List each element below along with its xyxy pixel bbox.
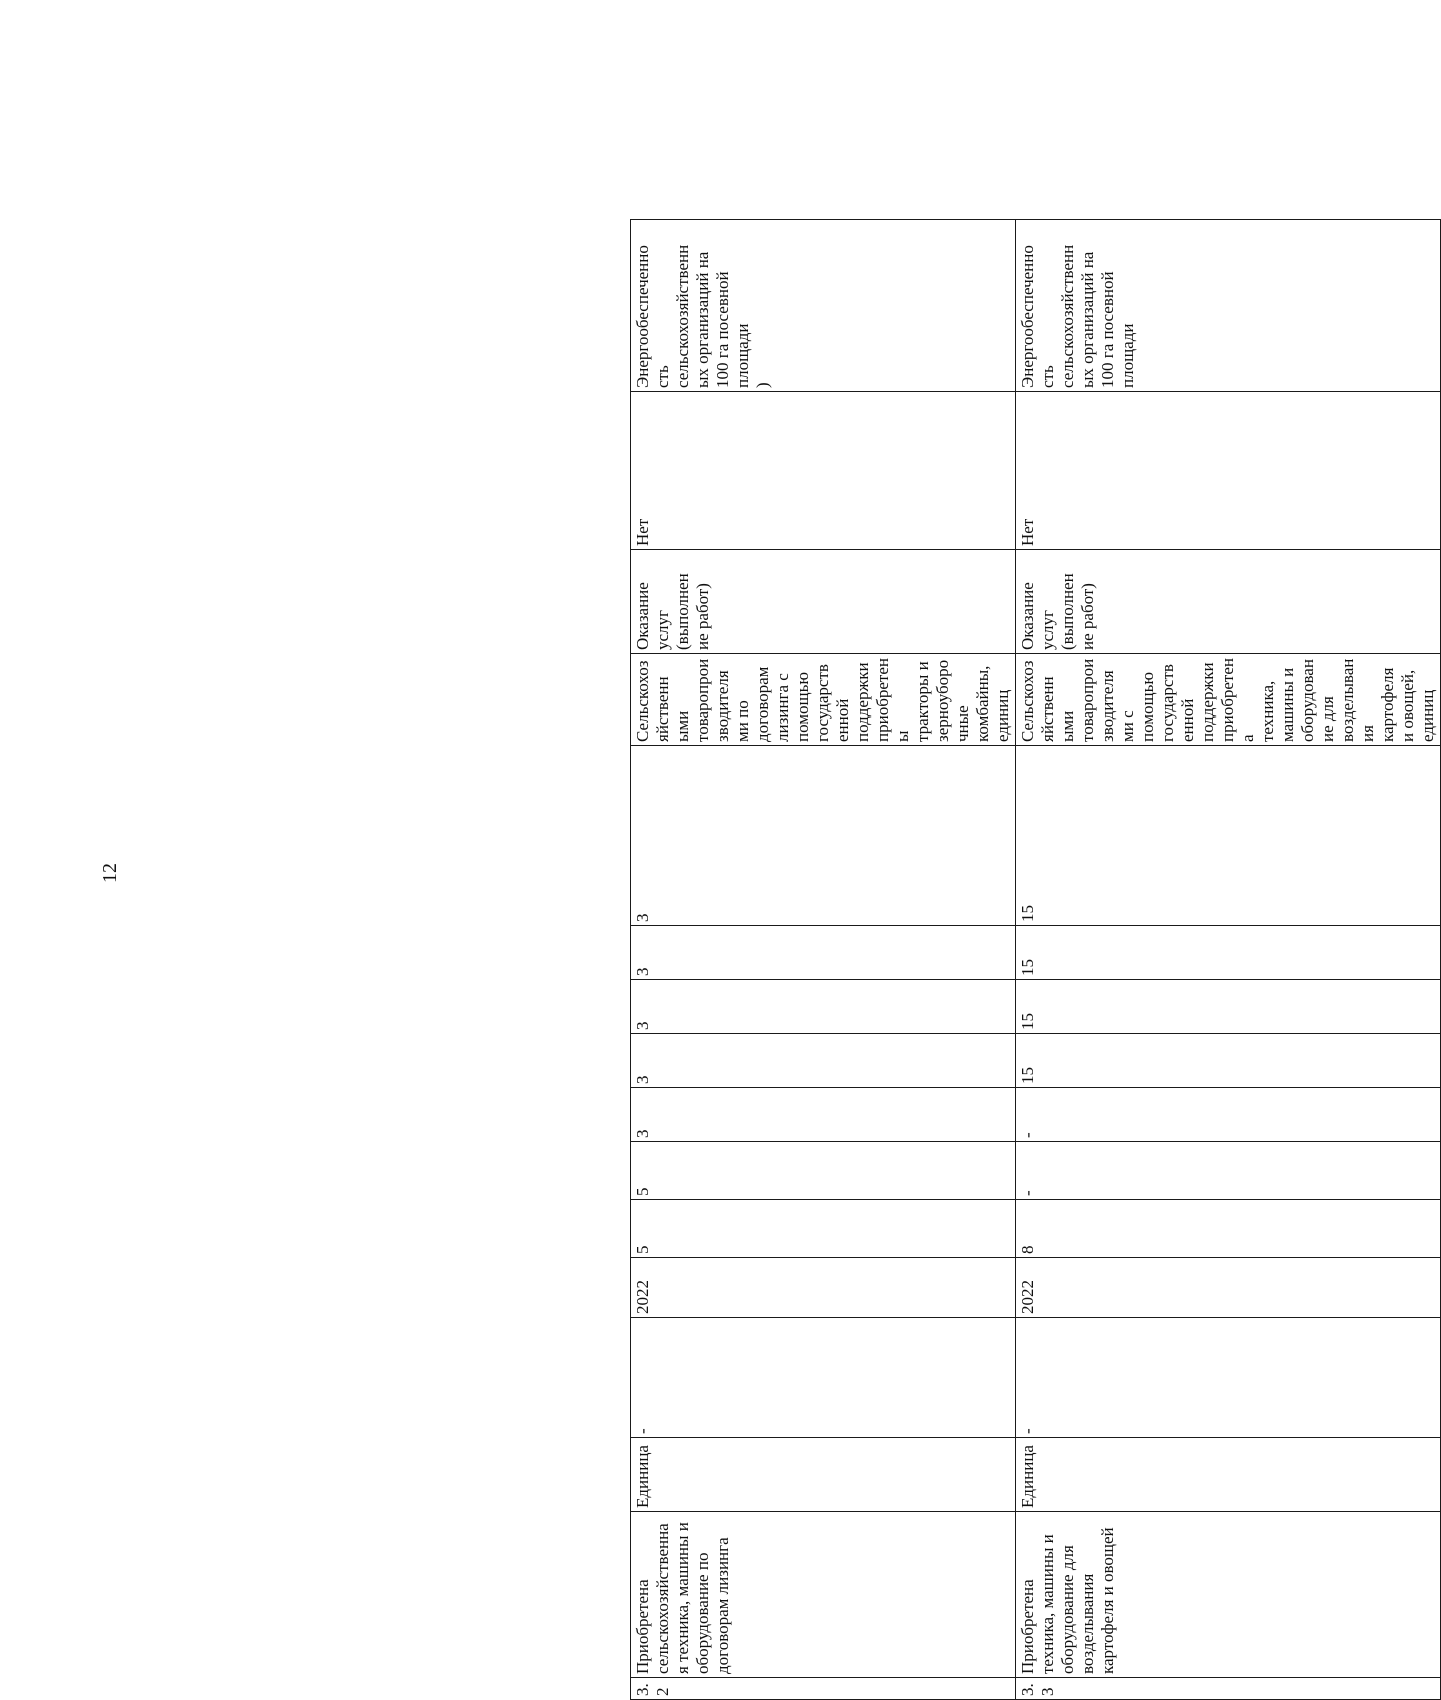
row-link: Энергообеспеченно сть сельскохозяйственн ых организаций на 100 га посевной площади: [1016, 220, 1441, 392]
row-value-2027: 3: [631, 926, 1016, 980]
indicator-table-wrapper: [630, 220, 1437, 1700]
row-characteristic: Нет: [631, 392, 1016, 550]
row-link: Энергообеспеченно сть сельскохозяйственн ых организаций на 100 га посевной площади ): [631, 220, 1016, 392]
table-row: [631, 220, 1016, 1700]
row-value-2026: 3: [631, 980, 1016, 1034]
row-unit: Единица: [1016, 1438, 1441, 1512]
row-value-2024: -: [1016, 1088, 1441, 1142]
table-row: [1016, 220, 1441, 1700]
indicator-table: [630, 219, 1441, 1700]
row-name: Приобретена техника, машины и оборудование для возделывания картофеля и овощей: [1016, 1512, 1441, 1678]
row-year: 2022: [1016, 1258, 1441, 1318]
row-value-2023: -: [1016, 1142, 1441, 1200]
page-number: 12: [99, 863, 121, 883]
row-base-value: -: [1016, 1318, 1441, 1438]
row-index: 3.2: [631, 1678, 1016, 1700]
row-type: Оказание услуг (выполнен ие работ): [1016, 550, 1441, 654]
row-index: 3.3: [1016, 1678, 1441, 1700]
row-value-2025: 15: [1016, 1034, 1441, 1088]
row-value-2028: 3: [631, 746, 1016, 926]
row-value-2022: 8: [1016, 1200, 1441, 1258]
row-value-2027: 15: [1016, 926, 1441, 980]
row-type: Оказание услуг (выполнен ие работ): [631, 550, 1016, 654]
row-description: Сельскохозяйственн ыми товаропроизводителя ми с помощью государственной поддержки приобретена техника, машины и оборудование для возделывания картофеля и овощей, единиц: [1016, 654, 1441, 746]
row-value-2028: 15: [1016, 746, 1441, 926]
row-base-value: -: [631, 1318, 1016, 1438]
row-description: Сельскохозяйственн ыми товаропроизводителя ми по договорам лизинга с помощью государственной поддержки приобретены тракторы и зерноуборочные комбайны, единиц: [631, 654, 1016, 746]
row-value-2022: 5: [631, 1200, 1016, 1258]
row-value-2025: 3: [631, 1034, 1016, 1088]
row-name: Приобретена сельскохозяйственна я техника, машины и оборудование по договорам лизинга: [631, 1512, 1016, 1678]
row-year: 2022: [631, 1258, 1016, 1318]
row-value-2023: 5: [631, 1142, 1016, 1200]
row-unit: Единица: [631, 1438, 1016, 1512]
row-value-2024: 3: [631, 1088, 1016, 1142]
row-characteristic: Нет: [1016, 392, 1441, 550]
row-value-2026: 15: [1016, 980, 1441, 1034]
